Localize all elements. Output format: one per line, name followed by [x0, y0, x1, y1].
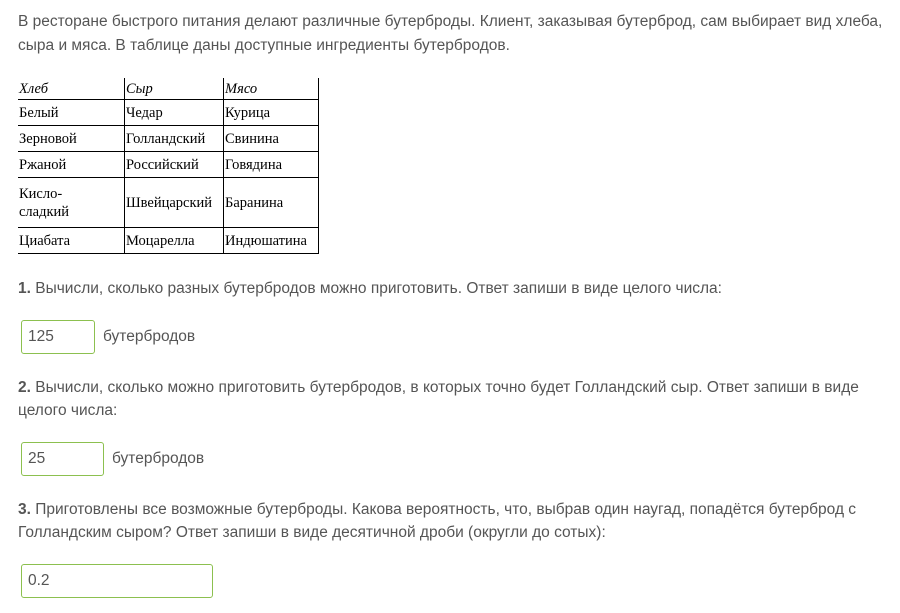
question-2-text: Вычисли, сколько можно приготовить бутербродов, в которых точно будет Голландский сыр. Ответ запиши в виде целого числа: [18, 379, 859, 419]
table-row [18, 152, 319, 178]
header-bread: Хлеб [18, 78, 125, 100]
table-cell: Ржаной [18, 152, 125, 178]
header-cheese: Сыр [125, 78, 224, 100]
answer-1-input[interactable] [21, 320, 95, 354]
table-cell: Моцарелла [125, 228, 224, 254]
answer-2-input[interactable] [21, 442, 104, 476]
table-cell: Зерновой [18, 126, 125, 152]
answer-2-row [21, 442, 204, 476]
question-2 [18, 376, 898, 422]
answer-1-unit: бутербродов [103, 328, 196, 345]
intro-text: В ресторане быстрого питания делают различные бутерброды. Клиент, заказывая бутерброд, сам выбирает вид хлеба, сыра и мяса. В таблице даны доступные ингредиенты бутербродов. [18, 13, 883, 54]
table-cell: Швейцарский [125, 178, 224, 228]
question-1-number: 1. [18, 280, 31, 297]
table-cell: Баранина [224, 178, 319, 228]
answer-1-row [21, 320, 195, 354]
table-header-row [18, 78, 319, 100]
question-2-number: 2. [18, 379, 31, 396]
table-cell: Свинина [224, 126, 319, 152]
table-cell: Курица [224, 100, 319, 126]
table-cell: Кисло-сладкий [18, 178, 125, 228]
table-row [18, 126, 319, 152]
table-cell: Циабата [18, 228, 125, 254]
table-cell: Чедар [125, 100, 224, 126]
table-cell: Индюшатина [224, 228, 319, 254]
table-cell: Голландский [125, 126, 224, 152]
table-row [18, 228, 319, 254]
question-3-number: 3. [18, 501, 31, 518]
answer-3-input[interactable] [21, 564, 213, 598]
question-1-text: Вычисли, сколько разных бутербродов можно приготовить. Ответ запиши в виде целого числа: [35, 280, 722, 297]
table-cell: Белый [18, 100, 125, 126]
ingredients-table [18, 78, 319, 254]
header-meat: Мясо [224, 78, 319, 100]
table-row [18, 178, 319, 228]
answer-2-unit: бутербродов [112, 450, 205, 467]
answer-3-row [21, 564, 213, 598]
question-3-text: Приготовлены все возможные бутерброды. Какова вероятность, что, выбрав один наугад, попадётся бутерброд с Голландским сыром? Ответ запиши в виде десятичной дроби (округли до сотых): [18, 501, 857, 541]
question-3 [18, 498, 898, 544]
question-1 [18, 277, 898, 300]
table-row [18, 100, 319, 126]
table-cell: Российский [125, 152, 224, 178]
table-cell: Говядина [224, 152, 319, 178]
